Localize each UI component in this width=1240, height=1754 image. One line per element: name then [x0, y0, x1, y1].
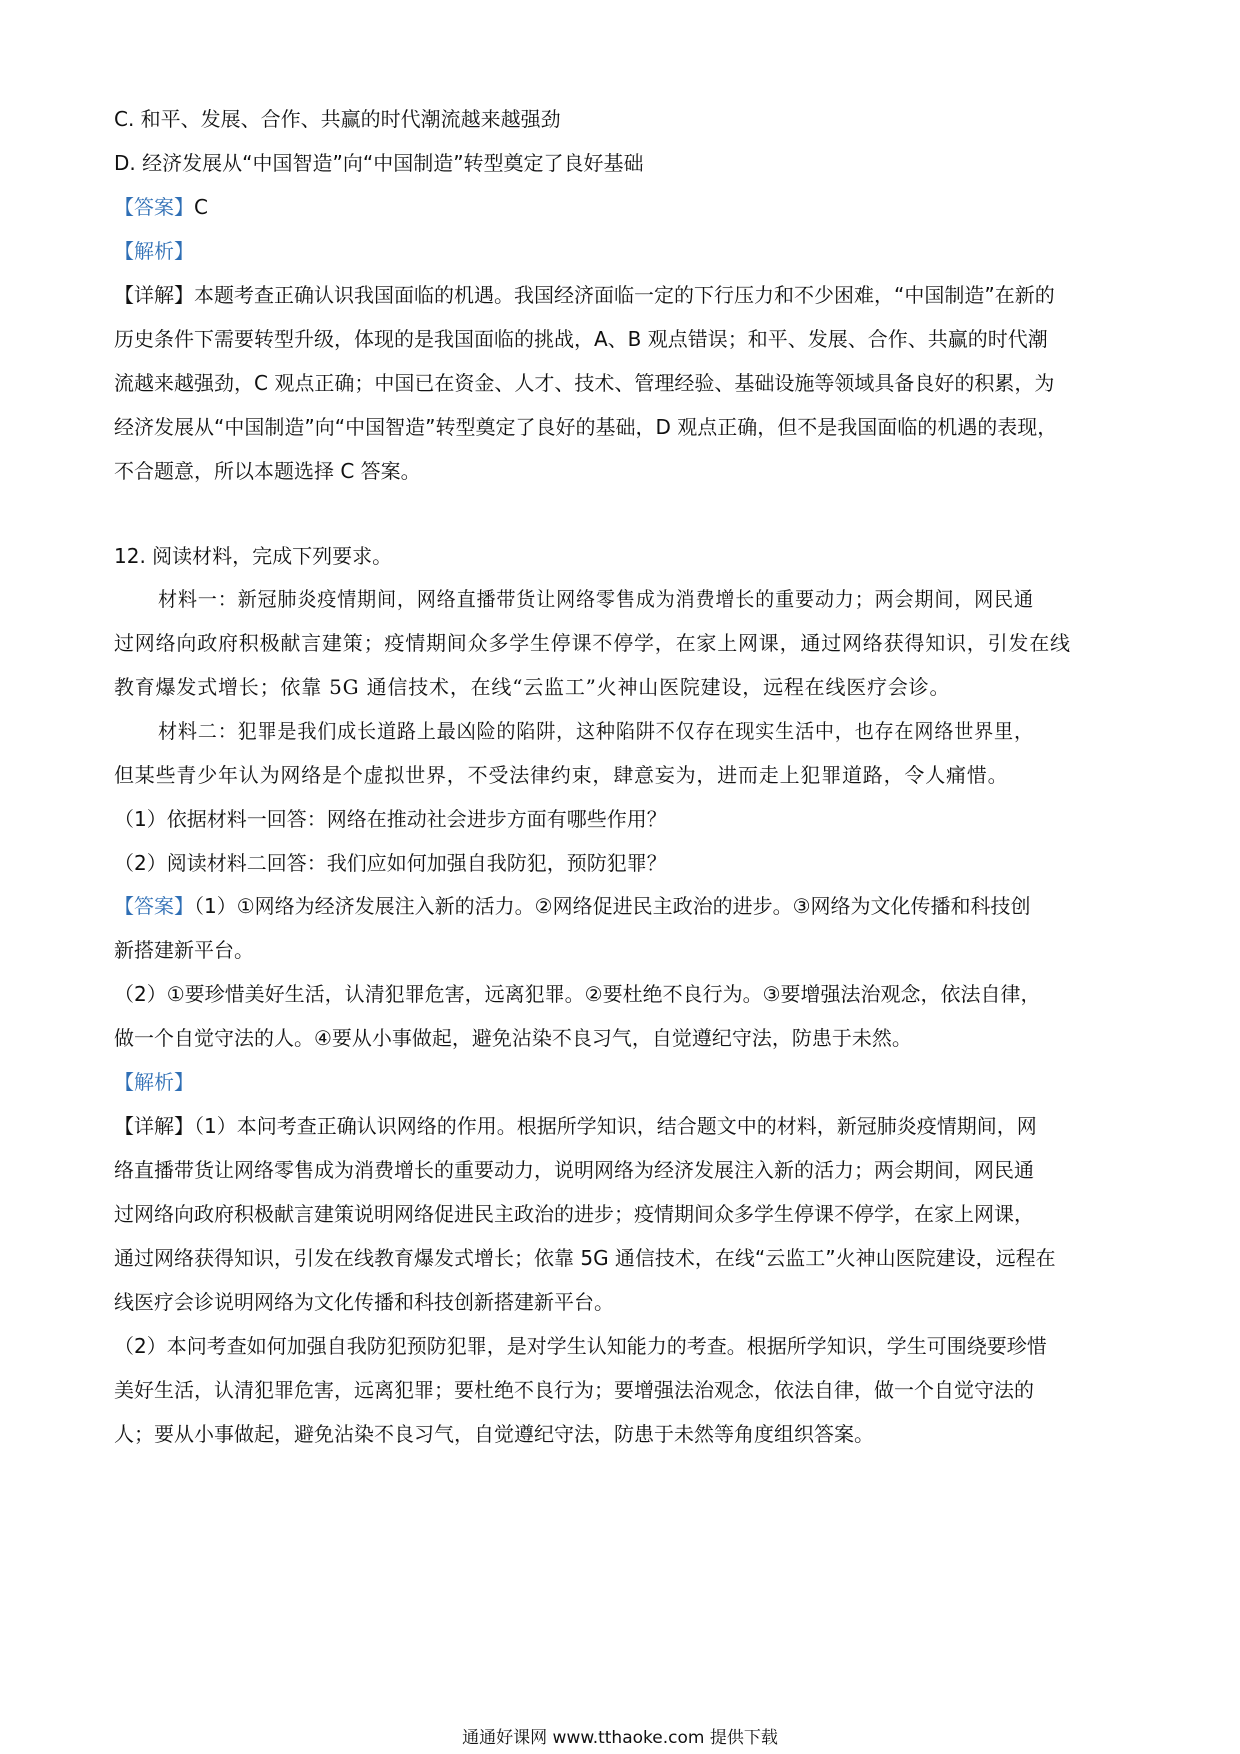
material-1-line: 过网络向政府积极献言建策；疫情期间众多学生停课不停学，在家上网课，通过网络获得知识，引发在线	[114, 631, 1071, 655]
detail-tag: 【详解】	[114, 1114, 194, 1138]
answer-text: （1）①网络为经济发展注入新的活力。②网络促进民主政治的进步。③网络为文化传播和科技创	[194, 894, 1031, 918]
answer-value: C	[194, 195, 208, 219]
answer-tag: 【答案】	[114, 195, 194, 219]
analysis-tag: 【解析】	[114, 1070, 194, 1094]
q12-detail-line: 美好生活，认清犯罪危害，远离犯罪；要杜绝不良行为；要增强法治观念，依法自律，做一个自觉守法的	[114, 1378, 1034, 1402]
q11-detail-line: 经济发展从“中国制造”向“中国智造”转型奠定了良好的基础，D 观点正确，但不是我国面临的机遇的表现，	[114, 415, 1058, 439]
q12-detail-line: 通过网络获得知识，引发在线教育爆发式增长；依靠 5G 通信技术，在线“云监工”火神山医院建设，远程在	[114, 1246, 1056, 1270]
q11-detail-line: 历史条件下需要转型升级，体现的是我国面临的挑战，A、B 观点错误；和平、发展、合作、共赢的时代潮	[114, 327, 1048, 351]
question-1: （1）依据材料一回答：网络在推动社会进步方面有哪些作用？	[114, 807, 667, 831]
q11-detail-line: 流越来越强劲，C 观点正确；中国已在资金、人才、技术、管理经验、基础设施等领域具备良好的积累，为	[114, 371, 1055, 395]
q11-detail-line: 不合题意，所以本题选择 C 答案。	[114, 459, 421, 483]
q11-answer	[114, 192, 1134, 222]
material-2-line: 材料二：犯罪是我们成长道路上最凶险的陷阱，这种陷阱不仅存在现实生活中，也存在网络世界里，	[158, 719, 1034, 743]
q12-detail-line: 人；要从小事做起，避免沾染不良习气，自觉遵纪守法，防患于未然等角度组织答案。	[114, 1422, 874, 1446]
material-1-line: 教育爆发式增长；依靠 5G 通信技术，在线“云监工”火神山医院建设，远程在线医疗会诊。	[114, 675, 951, 699]
q12-answer-line: 新搭建新平台。	[114, 938, 254, 962]
material-2-line: 但某些青少年认为网络是个虚拟世界，不受法律约束，肆意妄为，进而走上犯罪道路，令人痛惜。	[114, 763, 1009, 787]
q12-answer-line	[114, 891, 1134, 921]
q12-detail-line	[114, 1111, 1134, 1141]
q12-detail-line: 络直播带货让网络零售成为消费增长的重要动力，说明网络为经济发展注入新的活力；两会期间，网民通	[114, 1158, 1034, 1182]
q12-answer-line: 做一个自觉守法的人。④要从小事做起，避免沾染不良习气，自觉遵纪守法，防患于未然。	[114, 1026, 912, 1050]
footer-source: 通通好课网 www.tthaoke.com 提供下载	[462, 1728, 778, 1748]
q12-answer-line: （2）①要珍惜美好生活，认清犯罪危害，远离犯罪。②要杜绝不良行为。③要增强法治观念，依法自律，	[114, 982, 1041, 1006]
detail-tag: 【详解】	[114, 283, 194, 307]
q11-detail-line	[114, 280, 1134, 310]
analysis-tag: 【解析】	[114, 239, 194, 263]
detail-text: （1）本问考查正确认识网络的作用。根据所学知识，结合题文中的材料，新冠肺炎疫情期间，网	[194, 1114, 1037, 1138]
q12-detail-line: 线医疗会诊说明网络为文化传播和科技创新搭建新平台。	[114, 1290, 614, 1314]
q12-detail-line: 过网络向政府积极献言建策说明网络促进民主政治的进步；疫情期间众多学生停课不停学，在家上网课，	[114, 1202, 1034, 1226]
q12-stem: 12. 阅读材料，完成下列要求。	[114, 544, 393, 568]
option-c: C. 和平、发展、合作、共赢的时代潮流越来越强劲	[114, 107, 561, 131]
detail-text: 本题考查正确认识我国面临的机遇。我国经济面临一定的下行压力和不少困难，“中国制造”在新的	[194, 283, 1055, 307]
option-d: D. 经济发展从“中国智造”向“中国制造”转型奠定了良好基础	[114, 151, 644, 175]
question-2: （2）阅读材料二回答：我们应如何加强自我防犯，预防犯罪？	[114, 851, 667, 875]
q12-detail-line: （2）本问考查如何加强自我防犯预防犯罪，是对学生认知能力的考查。根据所学知识，学生可围绕要珍惜	[114, 1334, 1047, 1358]
material-1-line: 材料一：新冠肺炎疫情期间，网络直播带货让网络零售成为消费增长的重要动力；两会期间，网民通	[158, 587, 1034, 611]
answer-tag: 【答案】	[114, 894, 194, 918]
